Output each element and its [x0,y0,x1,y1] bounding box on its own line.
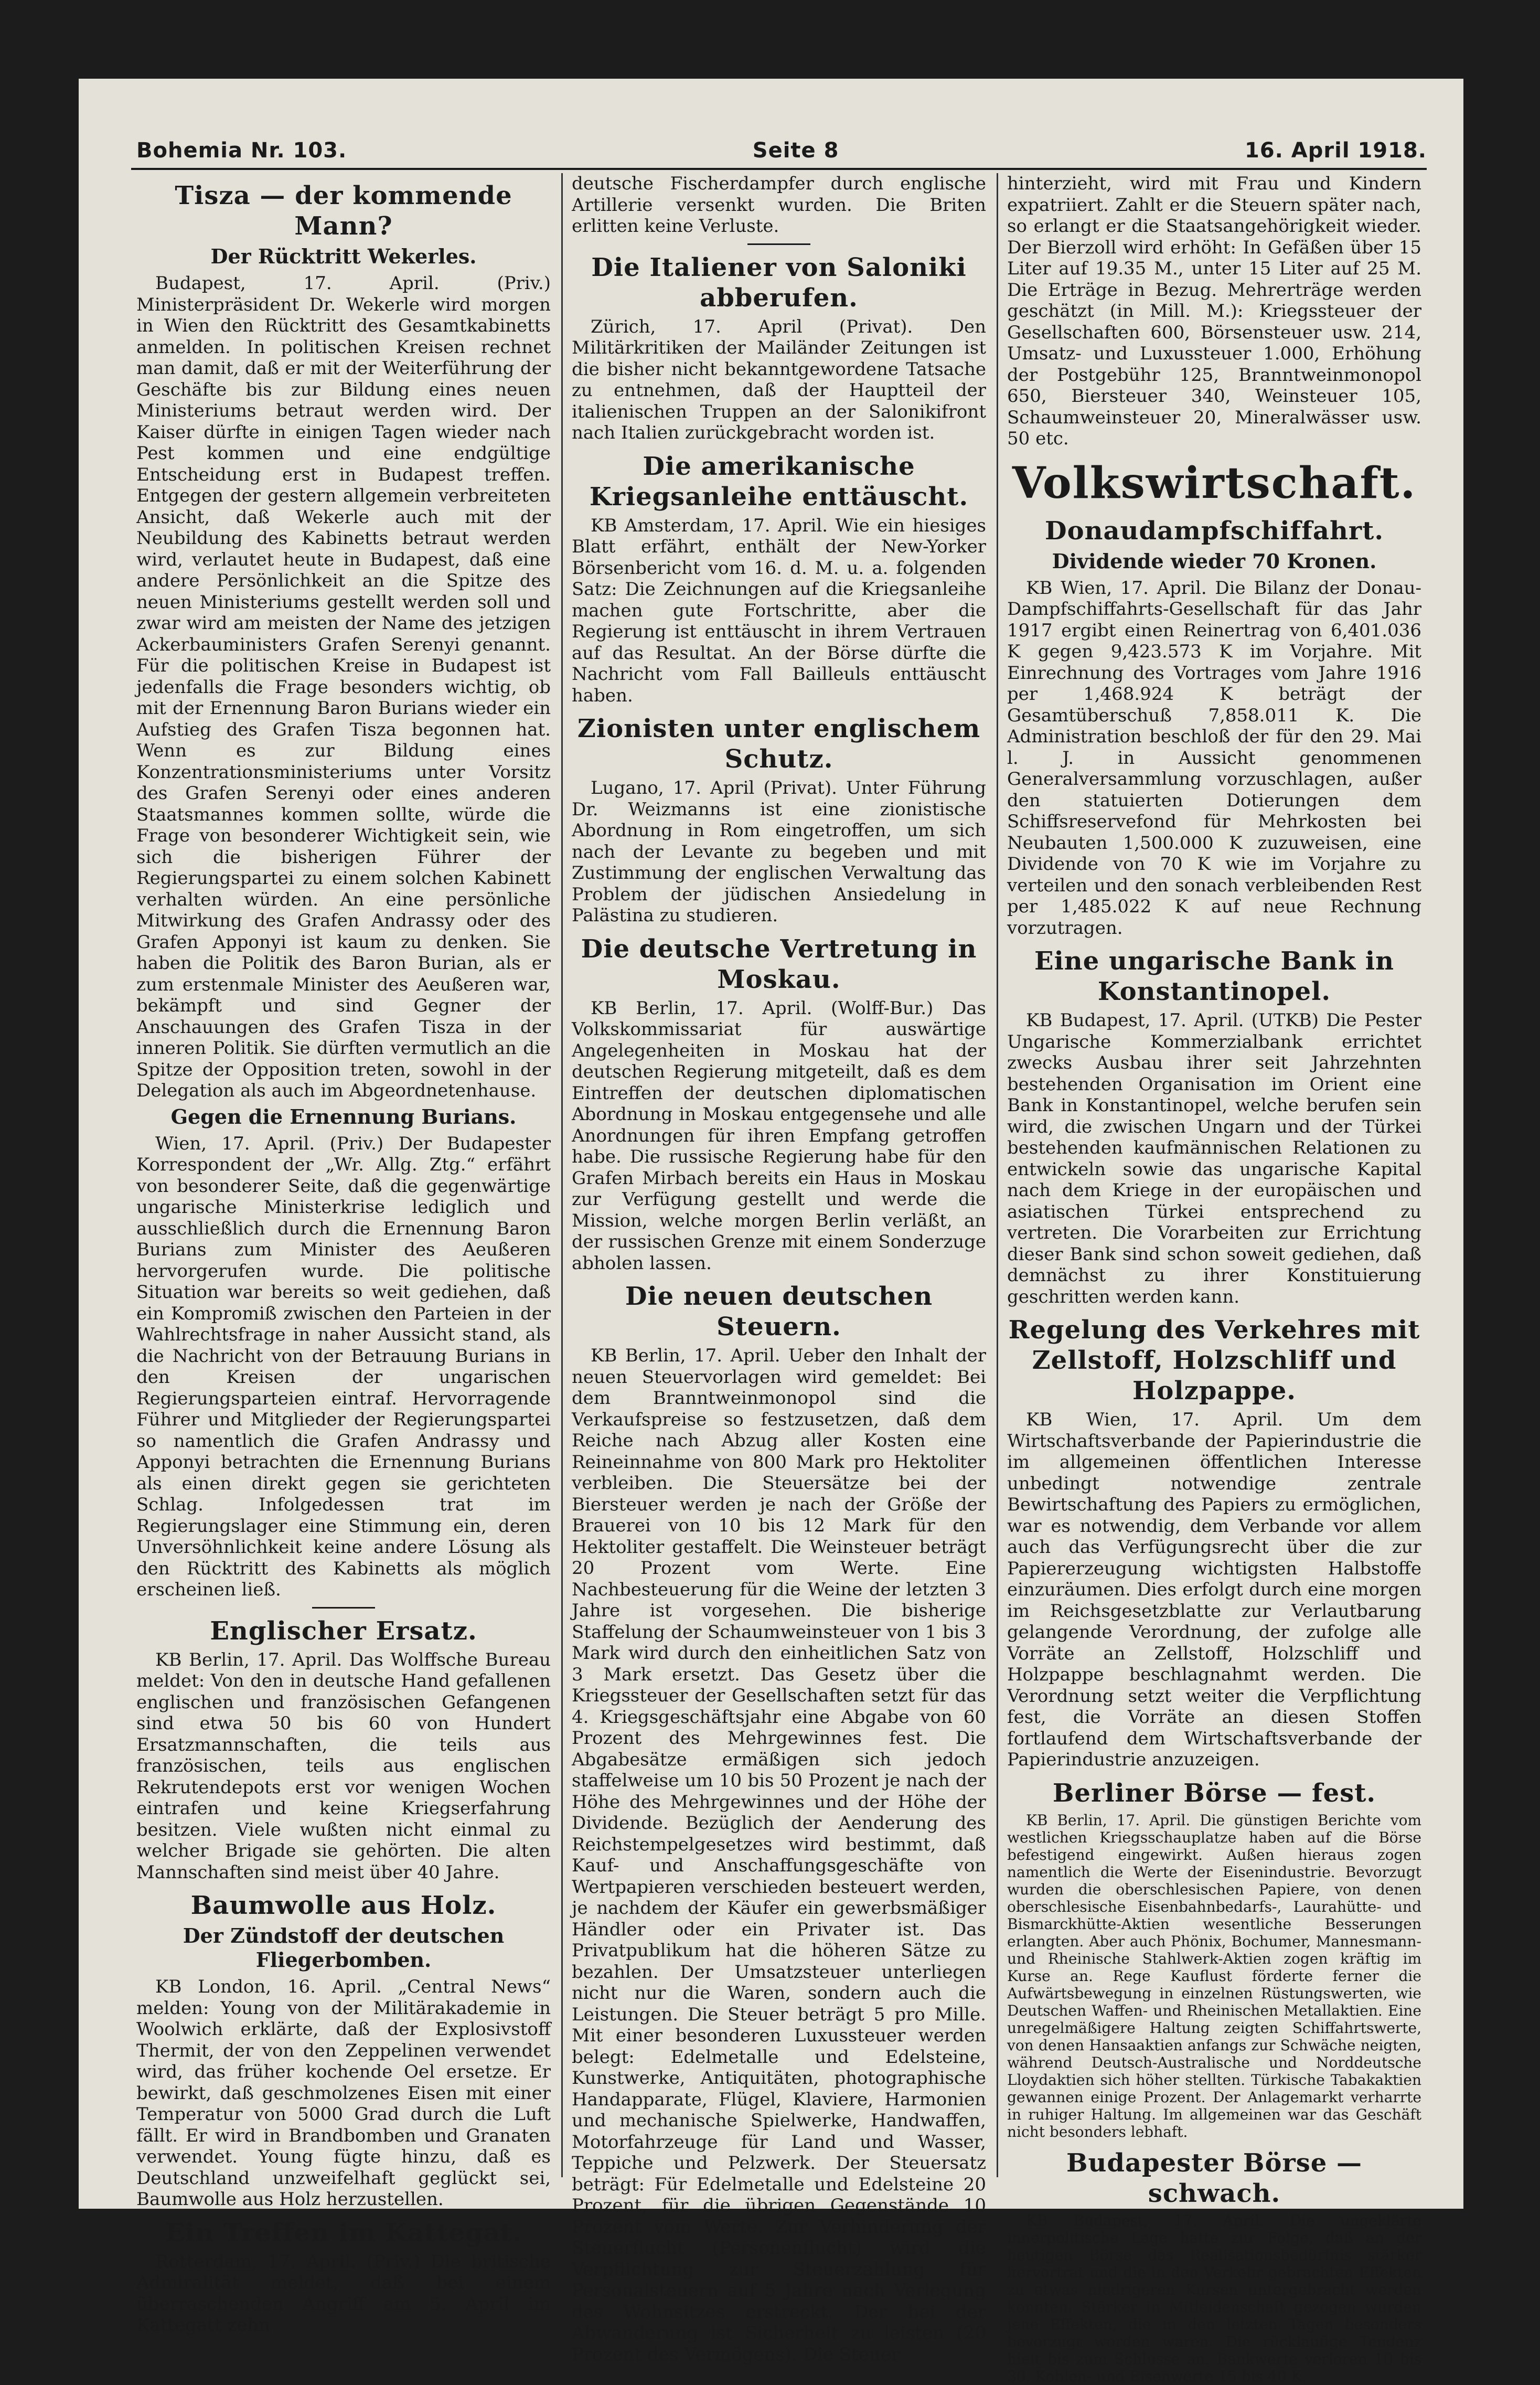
column-rule [997,173,998,2177]
section-title: Volkswirtschaft. [1012,457,1417,508]
article-headline: Zionisten unter englischem Schutz. [577,714,981,774]
article-headline: Englischer Ersatz. [210,1616,477,1646]
article-divider [312,1607,375,1609]
article-body: KB Budapest, 17. April. (UTKB) Die Pester Ungarische Kommerzialbank errichtet zwecks Ausbau ihrer seit Jahrzehnten bestehenden Organisation im Orient eine Bank in Konstantinopel, welche berufen sein wird, die zwischen Ungarn und der Türkei bestehenden kaufmännischen Relationen zu entwickeln sowie das ungarische Kapital nach dem Kriege in der europäischen und asiatischen Türkei entsprechend zu vertreten. Die Vorarbeiten zur Errichtung dieser Bank sind schon soweit gediehen, daß demnächst zu ihrer Konstituierung geschritten werden kann. [1007,1010,1421,1307]
page-header [136,131,1427,163]
article-body: Lugano, 17. April (Privat). Unter Führung Dr. Weizmanns ist eine zionistische Abordnung in Rom eingetroffen, um sich nach der Levante zu begeben und mit Zustimmung der englischen Verwaltung das Problem der jüdischen Ansiedelung in Palästina zu studieren. [572,778,986,926]
article-body: KB Wien, 17. April. Die Bilanz der Donau-Dampfschiffahrts-Gesellschaft für das Jahr 1917 ergibt einen Reinertrag von 6,401.036 K gegen 9,423.573 K im Vorjahre. Mit Einrechnung des Vortrages vom Jahre 1916 per 1,468.924 K beträgt der Gesamtüberschuß 7,858.011 K. Die Administration beschloß der für den 29. Mai l. J. in Aussicht genommenen Generalversammlung vorzuschlagen, außer den statuierten Dotierungen dem Schiffsreservefond für Mehrkosten bei Neubauten 1,500.000 K zuzuweisen, eine Dividende von 70 K wie im Vorjahre zu verteilen und den sonach verbleibenden Rest per 1,485.022 K auf neue Rechnung vorzutragen. [1007,577,1421,939]
article-headline: Eine ungarische Bank in Konstantinopel. [1034,946,1395,1006]
article-body: KB Budapest, 17. April. Die ungeklärte innerpolitische Lage hatte zur Folge, daß an der heutigen Börse das Realisationsbedürfnis stärker hervortrat und die in den Verkehr gebrachten Effekten zu etwas niedrigeren Kursen untergebracht werden konnten. Stärker in Mitleidenschaft gezogen wurden jene Effekten, die in den letzten Tagen besonders bevorzugt worden waren. Die rückläufige Tendenz hielt bis zum Schlusse an. Bankwerte verloren 10 bis 30, Kohlen- und Eisenwerte 15 bis 40 K. [1007,2211,1421,2385]
article-body: KB Berlin, 17. April. Die günstigen Berichte vom westlichen Kriegsschauplatze haben auf die Börse befestigend eingewirkt. Außen hieraus zogen namentlich die Werte der Eisenindustrie. Bevorzugt wurden die oberschlesischen Papiere, von denen oberschlesische Eisenbahnbedarfs-, Laurahütte- und Bismarckhütte-Aktien wesentliche Besserungen erlangten. Aber auch Phönix, Bochumer, Mannesmann- und Rheinische Stahlwerk-Aktien zogen kräftig im Kurse an. Rege Kauflust förderte ferner die Aufwärtsbewegung in einzelnen Rüstungswerten, wie Deutschen Waffen- und Rheinischen Metallaktien. Eine unregelmäßigere Haltung zeigten Schiffahrtswerte, von denen Hansaaktien anfangs zur Schwäche neigten, während Deutsch-Australische und Norddeutsche Lloydaktien sich höher stellten. Türkische Tabakaktien gewannen einige Prozent. Der Anlagemarkt verharrte in ruhiger Haltung. Im allgemeinen war das Geschäft nicht besonders lebhaft. [1007,1811,1421,2141]
article-body: Budapest, 17. April. (Priv.) Ministerpräsident Dr. Wekerle wird morgen in Wien den Rücktritt des Gesamtkabinetts anmelden. In politischen Kreisen rechnet man damit, daß er mit der Weiterführung der Geschäfte bis zur Bildung eines neuen Ministeriums betraut werden wird. Der Kaiser dürfte in einigen Tagen wieder nach Pest kommen und eine endgültige Entscheidung erst in Budapest treffen. Entgegen der gestern allgemein verbreiteten Ansicht, daß Wekerle auch mit der Neubildung des Kabinetts betraut werden wird, verlautet heute in Budapest, daß eine andere Persönlichkeit an die Spitze des neuen Ministeriums gestellt werden soll und zwar wird am meisten der Name des jetzigen Ackerbauministers Grafen Serenyi genannt. Für die politischen Kreise in Budapest ist jedenfalls die Frage besonders wichtig, ob mit der Ernennung Baron Burians wieder ein Aufstieg des Grafen Tisza begonnen hat. Wenn es zur Bildung eines Konzentrationsministeriums unter Vorsitz des Grafen Serenyi oder eines anderen Staatsmannes kommen sollte, würde die Frage von besonderer Wichtigkeit sein, wie sich die bisherigen Führer der Regierungspartei zu einem solchen Kabinett verhalten würden. An eine persönliche Mitwirkung des Grafen Andrassy oder des Grafen Apponyi ist kaum zu denken. Sie haben die Politik des Baron Burian, als er zum erstenmale Minister des Aeußeren war, bekämpft und sind Gegner der Anschauungen des Grafen Tisza in der inneren Politik. Sie dürften vermutlich an die Spitze der Opposition treten, sowohl in der Delegation als auch im Abgeordnetenhause. [136,273,551,1101]
newspaper-page [79,79,1463,2385]
article-headline: Die amerikanische Kriegsanleihe enttäuscht. [589,451,969,512]
article-headline: Baumwolle aus Holz. [190,1891,497,1920]
article-body: KB Amsterdam, 17. April. Wie ein hiesiges Blatt erfährt, enthält der New-Yorker Börsenbericht vom 16. d. M. u. a. folgenden Satz: Die Zeichnungen auf die Kriegsanleihe machen gute Fortschritte, aber die Regierung ist enttäuscht in ihrem Vertrauen auf das Resultat. An der Börse dürfte die Nachricht vom Fall Bailleuls enttäuscht haben. [572,515,986,706]
article-body: Zürich, 17. April (Privat). Den Militärkritiken der Mailänder Zeitungen ist die bisher nicht bekanntgewordene Tatsache zu entnehmen, daß der Hauptteil der italienischen Truppen an der Salonikifront nach Italien zurückgebracht worden ist. [572,316,986,443]
article-headline: Budapester Börse — schwach. [1066,2148,1363,2208]
article-body: Wien, 17. April. (Priv.) Der Budapester Korrespondent der „Wr. Allg. Ztg.“ erfährt von besonderer Seite, daß die gegenwärtige ungarische Ministerkrise lediglich und ausschließlich durch die Ernennung Baron Burians zum Minister des Aeußeren hervorgerufen wurde. Die politische Situation war bereits so weit gediehen, daß ein Kompromiß zwischen den Parteien in der Wahlrechtsfrage in naher Aussicht stand, als die Nachricht von der Betrauung Burians in den Kreisen der ungarischen Regierungsparteien eintraf. Hervorragende Führer und Mitglieder der Regierungspartei so namentlich die Grafen Andrassy und Apponyi betrachten die Ernennung Burians als einen direkt gegen sie gerichteten Schlag. Infolgedessen trat im Regierungslager eine Stimmung ein, deren Unversöhnlichkeit keine andere Lösung als den Rücktritt des Kabinetts als möglich erscheinen ließ. [136,1133,551,1600]
article-headline: Die deutsche Vertretung in Moskau. [581,934,977,994]
article-headline: Die neuen deutschen Steuern. [625,1282,933,1341]
article-subheadline: Der Zündstoff der deutschen Fliegerbomben. [183,1924,505,1972]
column-2 [572,173,986,2365]
header-rule [131,168,1427,170]
column-rule [561,173,563,2177]
article-body: hinterzieht, wird mit Frau und Kindern expatriiert. Zahlt er die Steuern später nach, so erlangt er die Staatsangehörigkeit wieder. Der Bierzoll wird erhöht: In Gefäßen über 15 Liter auf 19.35 M., unter 15 Liter auf 25 M. Die Erträge in Bezug. Mehrerträge werden geschätzt (in Mill. M.): Kriegssteuer der Gesellschaften 600, Börsensteuer usw. 214, Umsatz- und Luxussteuer 1.000, Erhöhung der Postgebühr 125, Branntweinmonopol 650, Biersteuer 340, Weinsteuer 105, Schaumweinsteuer 20, Mineralwässer usw. 50 etc. [1007,173,1421,449]
header-page-number: Seite 8 [752,139,839,163]
article-subheadline: Der Rücktritt Wekerles. [210,244,477,268]
column-3 [1007,173,1421,2385]
header-publication: Bohemia Nr. 103. [136,139,347,163]
article-body: KB Wien, 17. April. Um dem Wirtschaftsverbande der Papierindustrie die im allgemeinen öffentlichen Interesse unbedingt notwendige zentrale Bewirtschaftung des Papiers zu ermöglichen, war es notwendig, dem Verbande vor allem auch das Verfügungsrecht über die zur Papiererzeugung wichtigsten Halbstoffe einzuräumen. Dies erfolgt durch eine morgen im Reichsgesetzblatte zur Verlautbarung gelangende Verordnung, der zufolge alle Vorräte an Zellstoff, Holzschliff und Holzpappe beschlagnahmt werden. Die Verordnung setzt weiter die Verpflichtung fest, die Vorräte an diesen Stoffen fortlaufend dem Wirtschaftsverbande der Papierindustrie anzuzeigen. [1007,1409,1421,1770]
article-headline: Regelung des Verkehres mit Zellstoff, Holzschliff und Holzpappe. [1008,1315,1420,1406]
article-body: KB Berlin, 17. April. Ueber den Inhalt der neuen Steuervorlagen wird gemeldet: Bei dem Branntweinmonopol sind die Verkaufspreise so festzusetzen, daß dem Reiche nach Abzug aller Kosten eine Reineinnahme von 800 Mark pro Hektoliter verbleiben. Die Steuersätze bei der Biersteuer werden je nach der Größe der Brauerei von 10 bis 12 Mark für den Hektoliter gestaffelt. Die Weinsteuer beträgt 20 Prozent vom Werte. Eine Nachbesteuerung für die Weine der letzten 3 Jahre ist vorgesehen. Die bisherige Staffelung der Schaumweinsteuer von 1 bis 3 Mark wird durch den einheitlichen Satz von 3 Mark ersetzt. Das Gesetz über die Kriegssteuer der Gesellschaften setzt für das 4. Kriegsgeschäftsjahr eine Abgabe von 60 Prozent des Mehrgewinnes fest. Die Abgabesätze ermäßigen sich jedoch staffelweise um 10 bis 50 Prozent je nach der Höhe des Mehrgewinnes und der Höhe der Dividende. Bezüglich der Aenderung des Reichstempelgesetzes wird bestimmt, daß Kauf- und Anschaffungsgeschäfte von Wertpapieren verschieden besteuert werden, je nachdem der Käufer ein gewerbsmäßiger Händler oder ein Privater ist. Das Privatpublikum hat die höheren Sätze zu bezahlen. Der Umsatzsteuer unterliegen nicht nur die Waren, sondern auch die Leistungen. Die Steuer beträgt 5 pro Mille. Mit einer besonderen Luxussteuer werden belegt: Edelmetalle und Edelsteine, Kunstwerke, Antiquitäten, photographische Handapparate, Flügel, Klaviere, Harmonien und mechanische Spielwerke, Handwaffen, Motorfahrzeuge für Land und Wasser, Teppiche und Pelzwerk. Der Steuersatz beträgt: Für Edelmetalle und Edelsteine 20 Prozent, für die übrigen Gegenstände 10 Prozent vom Werte. Zur Verhinderung der Steuerflucht (Personenflucht) wird die Verpflichtung zur Steuerzahlung für Personalsteuern auf 5 Jahre nach Verlegung des Wohnsitzes erstreckt. Der bei der Abwanderung ist Sicherheit zu leisten (20 Prozent des Vermögens). Die Steuer [572,1345,986,2365]
article-subheadline: Dividende wieder 70 Kronen. [1052,549,1377,573]
article-subheadline: Gegen die Ernennung Burians. [170,1104,517,1128]
article-body: KB London, 16. April. „Central News“ melden: Young von der Militärakademie in Woolwich erklärte, daß der Explosivstoff Thermit, der von den Zeppelinen verwendet wird, das früher kochende Oel ersetze. Er bewirkt, daß geschmolzenes Eisen mit einer Temperatur von 5000 Grad durch die Luft fällt. Er wird in Brandbomben und Granaten verwendet. Young fügte hinzu, daß es Deutschland unzweifelhaft geglückt sei, Baumwolle aus Holz herzustellen. [136,1976,551,2210]
article-headline: Tisza — der kommende Mann? [175,181,512,241]
article-body: Rotterdam, 17. April. (Priv.) Die britische Admiralität meldet, daß bei einem überraschenden Angriff am 5. April im Kattegatt zehn [136,2251,551,2336]
article-headline: Die Italiener von Saloniki abberufen. [591,252,967,313]
article-body: deutsche Fischerdampfer durch englische Artillerie versenkt wurden. Die Briten erlitten keine Verluste. [572,173,986,237]
article-body: KB Berlin, 17. April. Das Wolffsche Bureau meldet: Von den in deutsche Hand gefallenen englischen und französischen Gefangenen sind etwa 50 bis 60 von Hundert Ersatzmannschaften, die teils aus französischen, teils aus englischen Rekrutendepots erst vor wenigen Wochen eintrafen und keine Kriegserfahrung besitzen. Viele wußten nicht einmal zu welcher Brigade sie gehörten. Die alten Mannschaften sind meist über 40 Jahre. [136,1649,551,1883]
article-headline: Berliner Börse — fest. [1052,1778,1376,1808]
article-headline: Ein Treffen im Kattegat. [165,2218,522,2248]
article-divider [747,243,810,245]
article-headline: Donaudampfschiffahrt. [1044,516,1384,546]
column-1 [136,173,551,2336]
header-date: 16. April 1918. [1245,139,1427,163]
article-body: KB Berlin, 17. April. (Wolff-Bur.) Das Volkskommissariat für auswärtige Angelegenheiten in Moskau hat der deutschen Regierung mitgeteilt, daß es dem Eintreffen der deutschen diplomatischen Abordnung in Moskau entgegensehe und alle Anordnungen für ihren Empfang getroffen habe. Die russische Regierung habe für den Grafen Mirbach bereits ein Haus in Moskau zur Verfügung gestellt und werde die Mission, welche morgen Berlin verläßt, an der russischen Grenze mit einem Sonderzuge abholen lassen. [572,997,986,1274]
